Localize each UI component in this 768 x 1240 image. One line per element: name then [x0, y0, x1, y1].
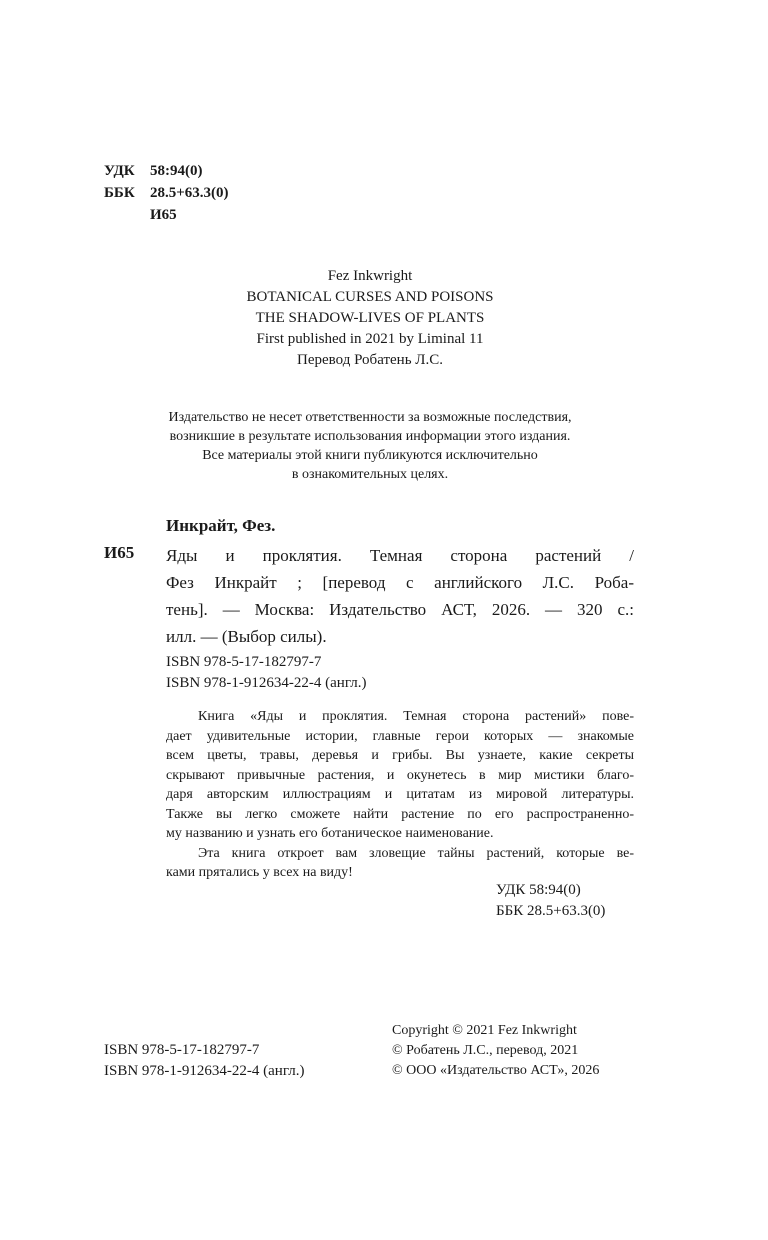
original-edition-block: [0, 266, 740, 371]
isbn-en: ISBN 978-1-912634-22-4 (англ.): [104, 1063, 305, 1079]
original-author: Fez Inkwright: [327, 268, 413, 284]
disclaimer: [0, 408, 740, 484]
annotation-line: Книга «Яды и проклятия. Темная сторона растений» пове-: [198, 709, 634, 724]
classification-block: [104, 160, 229, 226]
copyright-line: © ООО «Издательство АСТ», 2026: [392, 1063, 600, 1078]
author-code: И65: [150, 207, 177, 223]
udk-value: 58:94(0): [150, 163, 203, 179]
isbn-ru: ISBN 978-5-17-182797-7: [166, 654, 322, 670]
bib-isbn-list: [166, 652, 366, 694]
disclaimer-line: в ознакомительных целях.: [291, 467, 449, 482]
annotation-line: даря авторским иллюстрациям и цитатам из мировой литературы.: [166, 787, 634, 802]
annotation-classification: [496, 880, 605, 922]
annotation-bbk: ББК 28.5+63.3(0): [496, 903, 606, 919]
annotation-line: дает удивительные истории, главные герои которых — знакомые: [166, 728, 634, 744]
copyright-line: Copyright © 2021 Fez Inkwright: [392, 1023, 577, 1038]
bottom-isbn-list: [104, 1040, 304, 1082]
author-code-row: [104, 204, 229, 226]
isbn-ru: ISBN 978-5-17-182797-7: [104, 1042, 260, 1058]
annotation: [166, 707, 634, 883]
bib-line: тень]. — Москва: Издательство АСТ, 2026. — 320 с.:: [166, 600, 634, 619]
bbk-value: 28.5+63.3(0): [150, 185, 229, 201]
udk-row: [104, 160, 229, 182]
original-subtitle: THE SHADOW-LIVES OF PLANTS: [255, 310, 485, 326]
annotation-udk: УДК 58:94(0): [496, 882, 581, 898]
bib-line: илл. — (Выбор силы).: [166, 627, 327, 646]
bib-line: Яды и проклятия. Темная сторона растений /: [166, 546, 634, 565]
annotation-line: Также вы легко сможете найти растение по его распространенно-: [166, 806, 634, 822]
annotation-line: ками прятались у всех на виду!: [166, 865, 353, 880]
annotation-line: всем цветы, травы, деревья и грибы. Вы узнаете, какие секреты: [166, 748, 634, 763]
translation-credit: Перевод Робатень Л.С.: [297, 352, 443, 368]
disclaimer-line: возникшие в результате использования информации этого издания.: [169, 429, 571, 444]
bibliographic-description: [166, 542, 634, 650]
copyright-line: © Робатень Л.С., перевод, 2021: [392, 1043, 579, 1058]
author-heading: Инкрайт, Фез.: [166, 516, 276, 535]
udk-label: УДК: [104, 163, 135, 179]
annotation-line: Эта книга откроет вам зловещие тайны растений, которые ве-: [198, 845, 634, 861]
author-code-mark: И65: [104, 543, 135, 562]
bib-line: Фез Инкрайт ; [перевод с английского Л.С. Роба-: [166, 573, 634, 592]
disclaimer-line: Издательство не несет ответственности за возможные последствия,: [168, 410, 572, 425]
annotation-line: скрывают привычные растения, и окунетесь в мир мистики благо-: [166, 767, 634, 783]
bbk-label: ББК: [104, 185, 135, 201]
annotation-line: му названию и узнать его ботаническое наименование.: [166, 826, 494, 841]
disclaimer-line: Все материалы этой книги публикуются исключительно: [202, 448, 538, 463]
original-published: First published in 2021 by Liminal 11: [256, 331, 484, 347]
isbn-en: ISBN 978-1-912634-22-4 (англ.): [166, 675, 367, 691]
original-title: BOTANICAL CURSES AND POISONS: [246, 289, 494, 305]
bbk-row: [104, 182, 229, 204]
copyright-block: [392, 1021, 599, 1081]
